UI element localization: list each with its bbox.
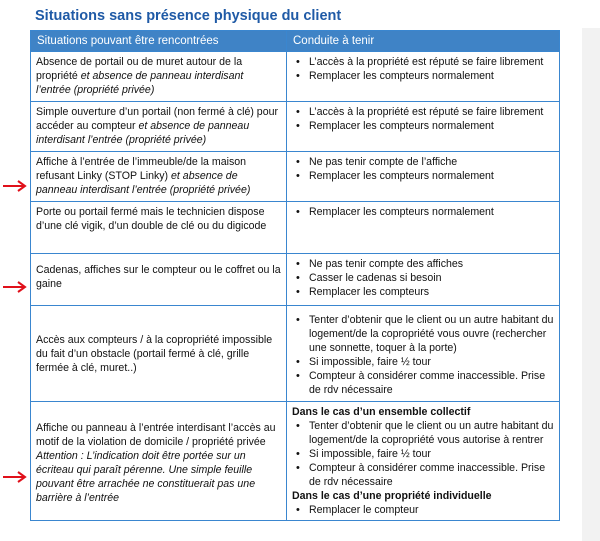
action-cell (287, 254, 560, 306)
list-item: • Remplacer les compteurs (309, 285, 554, 299)
table-row (31, 102, 560, 152)
list-item: • Si impossible, faire ½ tour (309, 355, 554, 369)
red-arrow-icon (2, 471, 30, 483)
list-item: • Casser le cadenas si besoin (309, 271, 554, 285)
list-item: • Compteur à considérer comme inaccessible. Prise de rdv nécessaire (309, 369, 554, 397)
table-row (31, 52, 560, 102)
action-list (292, 313, 554, 397)
list-item: • Remplacer les compteurs normalement (309, 169, 554, 183)
red-arrow-icon (2, 180, 30, 192)
list-item: • Remplacer le compteur (309, 503, 554, 517)
red-arrow-icon (2, 281, 30, 293)
page-title: Situations sans présence physique du client (35, 8, 342, 24)
page-margin (582, 28, 600, 541)
situation-cell: Porte ou portail fermé mais le technicien dispose d’une clé vigik, d’un double de clé ou du digicode (31, 202, 287, 254)
action-list (292, 105, 554, 133)
table-row (31, 202, 560, 254)
table-row (31, 402, 560, 521)
action-list (292, 205, 554, 219)
action-cell (287, 402, 560, 521)
group-heading: Dans le cas d’un ensemble collectif (292, 406, 471, 418)
action-list (292, 503, 554, 517)
header-situations: Situations pouvant être rencontrées (31, 31, 287, 52)
action-cell (287, 102, 560, 152)
list-item: • Ne pas tenir compte des affiches (309, 257, 554, 271)
situation-cell: Affiche ou panneau à l’entrée interdisant l’accès au motif de la violation de domicile / propriété privée Attention : L’indication doit être portée sur un écriteau qui paraît pérenne. Une simple feuille pouvant être arrachée ne constituerait pas une barrière à l’entrée (31, 402, 287, 521)
action-list (292, 155, 554, 183)
header-conduite: Conduite à tenir (287, 31, 560, 52)
situation-cell: Simple ouverture d’un portail (non fermé à clé) pour accéder au compteur et absence de panneau interdisant l’entrée (propriété privée) (31, 102, 287, 152)
list-item: • L’accès à la propriété est réputé se faire librement (309, 105, 554, 119)
situation-cell: Cadenas, affiches sur le compteur ou le coffret ou la gaine (31, 254, 287, 306)
group-heading: Dans le cas d’une propriété individuelle (292, 490, 492, 502)
list-item: • Remplacer les compteurs normalement (309, 69, 554, 83)
situation-cell: Accès aux compteurs / à la copropriété impossible du fait d’un obstacle (portail fermé à clé, grille fermée à clé, muret..) (31, 306, 287, 402)
table-row (31, 152, 560, 202)
action-cell (287, 202, 560, 254)
action-list (292, 55, 554, 83)
list-item: • Tenter d’obtenir que le client ou un autre habitant du logement/de la copropriété vous ouvre (rechercher une sonnette, toquer à la porte) (309, 313, 554, 355)
action-cell (287, 306, 560, 402)
situation-cell: Affiche à l’entrée de l’immeuble/de la maison refusant Linky (STOP Linky) et absence de panneau interdisant l’entrée (propriété privée) (31, 152, 287, 202)
list-item: • Tenter d’obtenir que le client ou un autre habitant du logement/de la copropriété vous autorise à rentrer (309, 419, 554, 447)
table-row (31, 254, 560, 306)
action-cell (287, 152, 560, 202)
action-list (292, 257, 554, 299)
situations-table (30, 30, 560, 521)
list-item: • Compteur à considérer comme inaccessible. Prise de rdv nécessaire (309, 461, 554, 489)
list-item: • Si impossible, faire ½ tour (309, 447, 554, 461)
list-item: • Remplacer les compteurs normalement (309, 119, 554, 133)
table-header-row (31, 31, 560, 52)
situation-cell: Absence de portail ou de muret autour de la propriété et absence de panneau interdisant l’entrée (propriété privée) (31, 52, 287, 102)
table-row (31, 306, 560, 402)
list-item: • Ne pas tenir compte de l’affiche (309, 155, 554, 169)
action-list (292, 419, 554, 489)
list-item: • L’accès à la propriété est réputé se faire librement (309, 55, 554, 69)
list-item: • Remplacer les compteurs normalement (309, 205, 554, 219)
action-cell (287, 52, 560, 102)
